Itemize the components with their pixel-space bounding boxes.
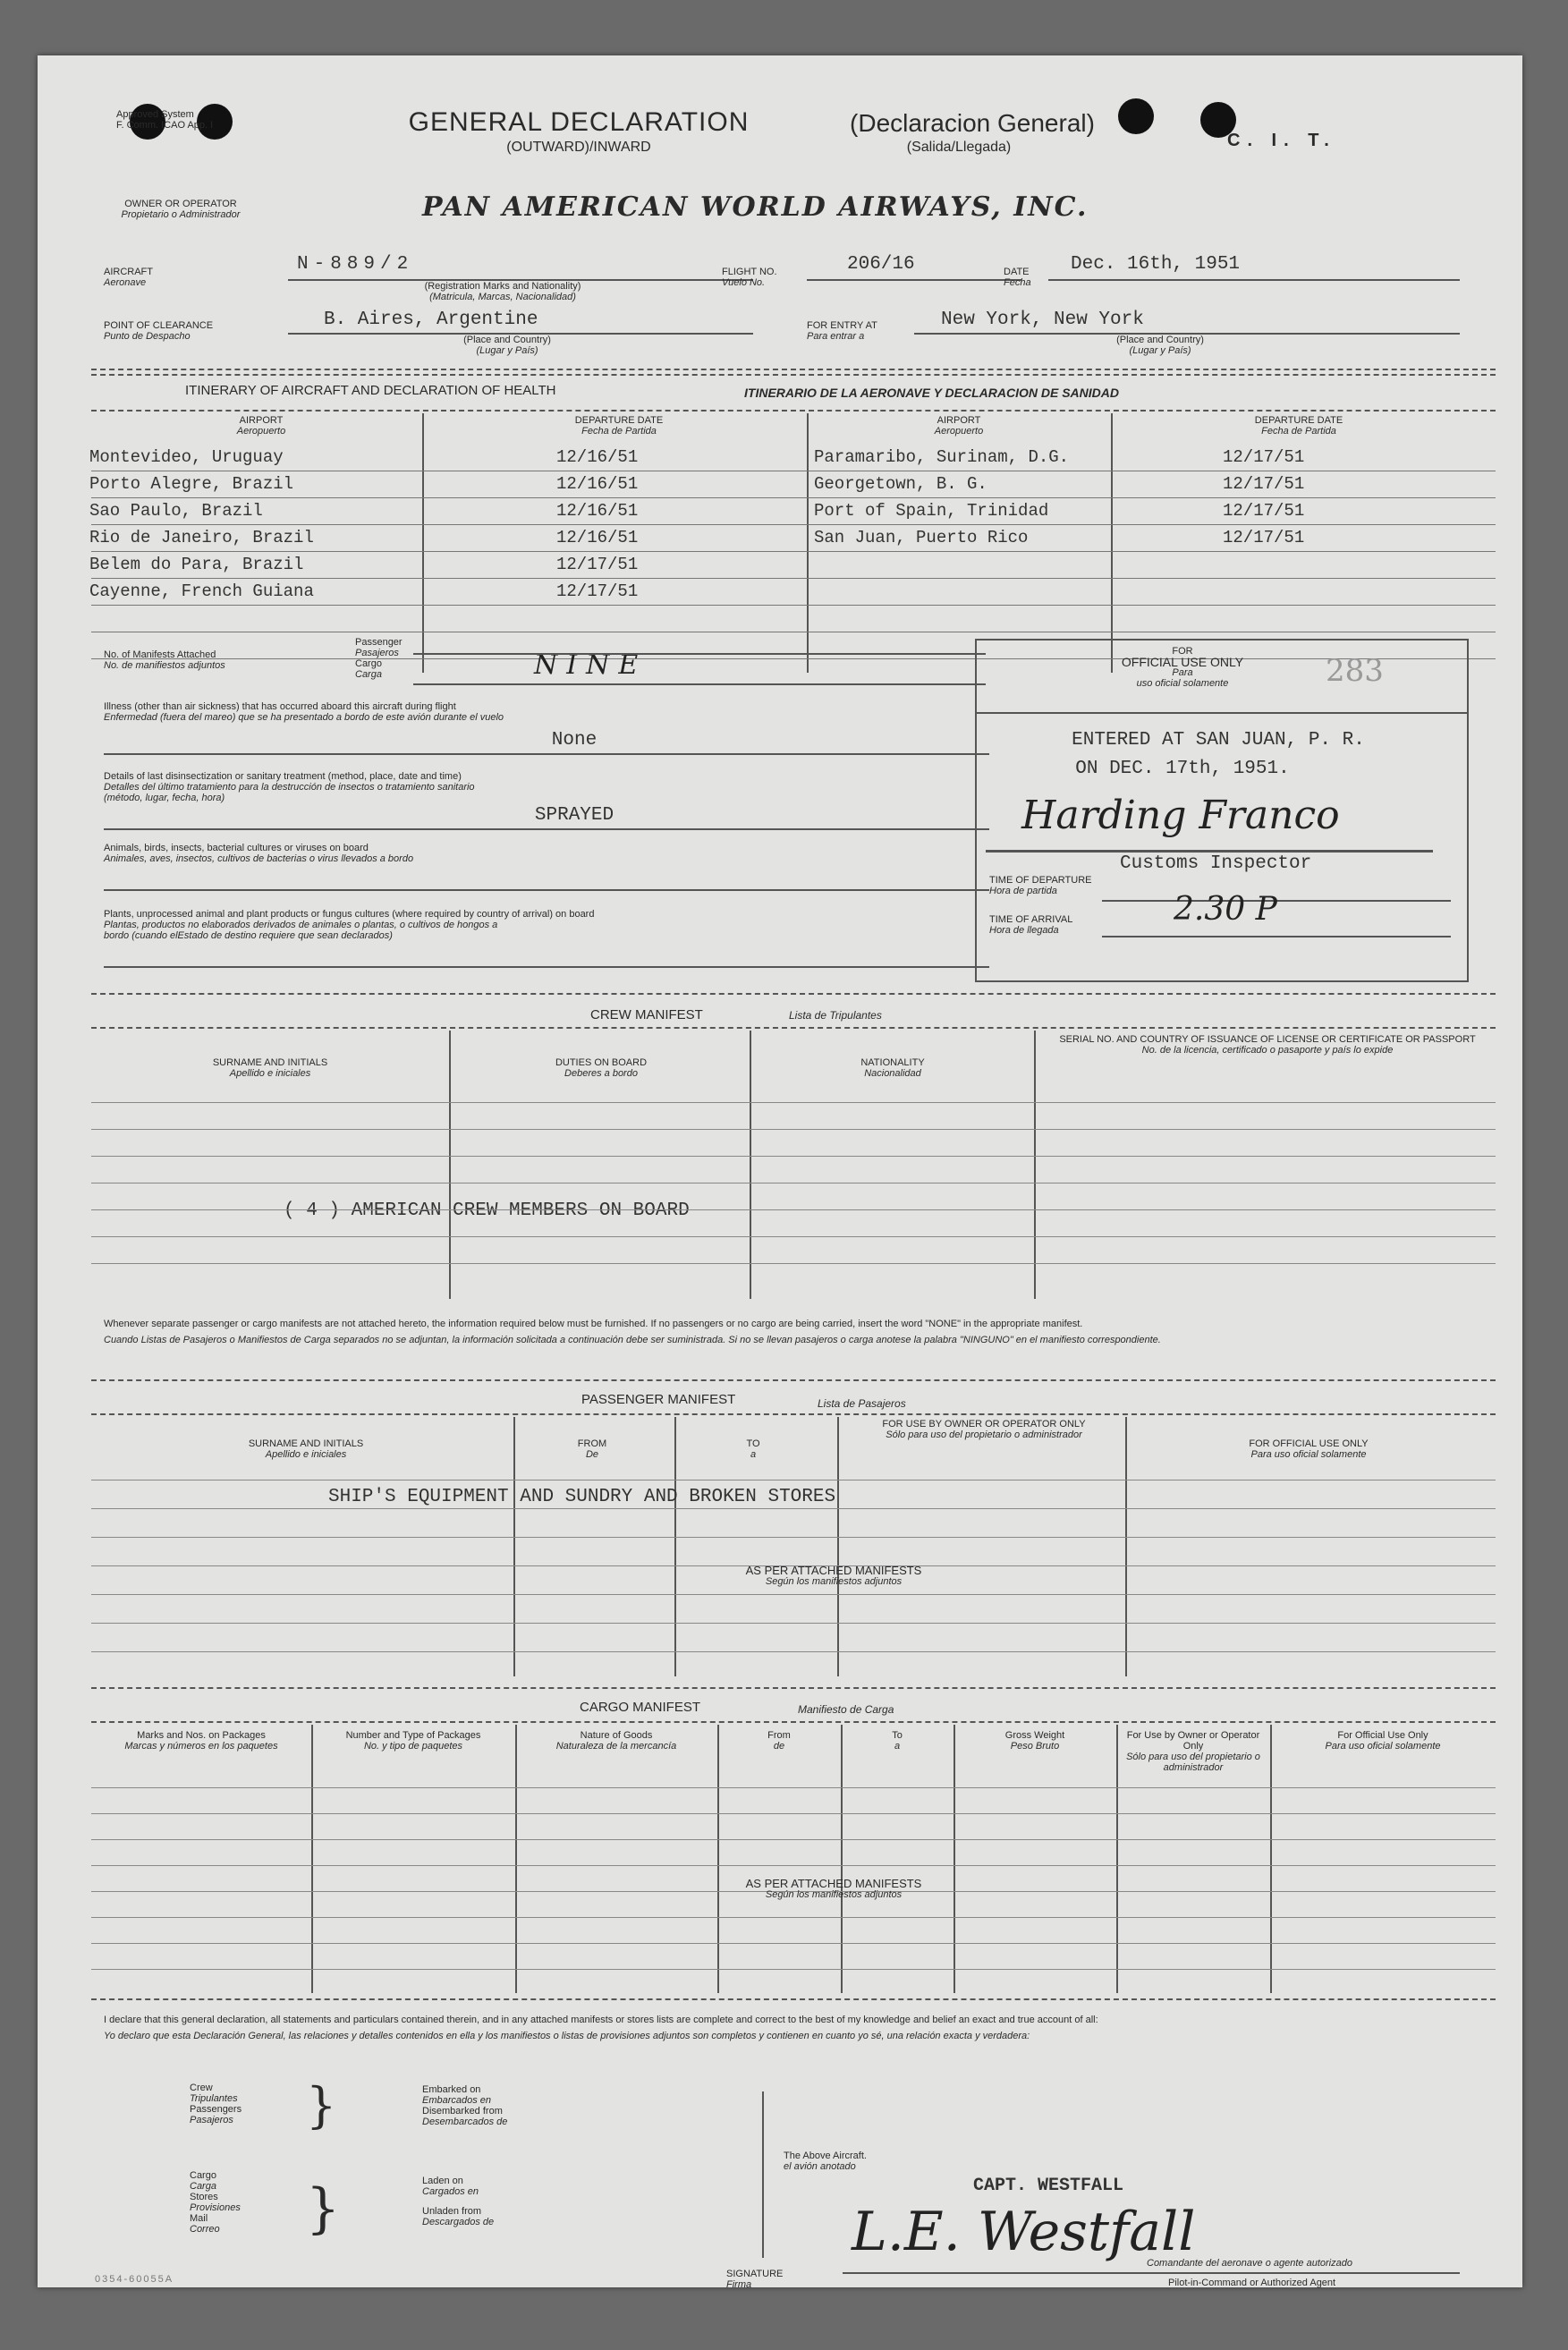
- cargo-col-header-en: Nature of Goods: [580, 1730, 653, 1741]
- rule: [1034, 1031, 1036, 1299]
- embark-labels: Embarked on Embarcados en Disembarked from Desembarcados de: [422, 2084, 508, 2127]
- rule: [91, 1969, 1496, 1970]
- cargo-table: [91, 1725, 1496, 1993]
- itinerary-date: 12/16/51: [556, 474, 639, 494]
- col-from: FROM De: [577, 1438, 607, 1460]
- cargo-col-header: [522, 1730, 710, 1752]
- passenger-heading: PASSENGER MANIFEST: [581, 1392, 736, 1407]
- itinerary-date: 12/17/51: [1223, 501, 1305, 521]
- crew-heading: CREW MANIFEST: [590, 1007, 703, 1022]
- itinerary-airport: Belem do Para, Brazil: [89, 555, 304, 574]
- rule: [91, 1687, 1496, 1689]
- official-number: 283: [1326, 653, 1384, 689]
- cargo-col-header-es: No. y tipo de paquetes: [363, 1741, 463, 1752]
- cargo-col-header-es: Peso Bruto: [1010, 1741, 1060, 1752]
- rule: [986, 850, 1433, 853]
- cargo-attached: [664, 1879, 1004, 1900]
- itinerary-heading: ITINERARY OF AIRCRAFT AND DECLARATION OF HEALTH: [185, 383, 556, 398]
- col-departure: DEPARTURE DATE Fecha de Partida: [1254, 415, 1343, 437]
- rule: [413, 653, 986, 655]
- clearance-label: POINT OF CLEARANCE Punto de Despacho: [104, 320, 214, 342]
- departure-label: TIME OF DEPARTURE Hora de partida: [989, 875, 1092, 896]
- page-title: GENERAL DECLARATION: [408, 107, 750, 137]
- rule: [762, 2091, 764, 2258]
- rule: [91, 1508, 1496, 1509]
- crew-pax-labels: Crew Tripulantes Passengers Pasajeros: [190, 2083, 242, 2125]
- itinerary-airport: Montevideo, Uruguay: [89, 447, 284, 467]
- rule: [422, 413, 424, 673]
- rule: [91, 1998, 1496, 2000]
- itinerary-date: 12/17/51: [1223, 474, 1305, 494]
- col-serial: SERIAL NO. AND COUNTRY OF ISSUANCE OF LICENSE OR CERTIFICATE OR PASSPORT No. de la licencia, certificado o pasaporte y país lo expide: [1059, 1034, 1476, 1056]
- rule: [104, 966, 989, 968]
- commander-label: Pilot-in-Command or Authorized Agent: [1168, 2278, 1336, 2288]
- itinerary-date: 12/17/51: [1223, 528, 1305, 547]
- col-duties: DUTIES ON BOARD Deberes a bordo: [555, 1057, 648, 1079]
- itinerary-date: 12/17/51: [556, 555, 639, 574]
- itinerary-airport: Cayenne, French Guiana: [89, 581, 314, 601]
- owner-value: PAN AMERICAN WORLD AIRWAYS, INC.: [422, 191, 1089, 223]
- rule: [91, 1813, 1496, 1814]
- passenger-attached: AS PER ATTACHED MANIFESTS Según los manifiestos adjuntos: [745, 1564, 922, 1587]
- col-surname: SURNAME AND INITIALS Apellido e iniciales: [212, 1057, 328, 1079]
- itinerary-airport: Port of Spain, Trinidad: [814, 501, 1049, 521]
- approval-note: Approved System F. Comm. ICAO App. I: [116, 109, 214, 131]
- entry-value: New York, New York: [941, 310, 1144, 330]
- rule: [91, 1565, 1496, 1566]
- rule: [1102, 936, 1451, 937]
- brace: }: [306, 2077, 337, 2134]
- declaration-sheet: [38, 55, 1522, 2290]
- crew-table: [91, 1031, 1496, 1299]
- itinerary-airport: San Juan, Puerto Rico: [814, 528, 1029, 547]
- col-official-use: FOR OFFICIAL USE ONLY Para uso oficial solamente: [1249, 1438, 1369, 1460]
- rule: [91, 1623, 1496, 1624]
- declaration-text: I declare that this general declaration, all statements and particulars contained therein, and in any attached manifests or stores lists are complete and correct to the best of my knowledge and belief an exact and true account of all: Yo declaro que esta Declaración General, las relaciones y detalles contenidos en ella y los manifiestos o listas de provisiones adjuntos son completos y contienen en cuanto yo sé, una relación exacta y verdadera:: [104, 2015, 1098, 2041]
- rule: [843, 2272, 1460, 2274]
- rule: [413, 683, 986, 685]
- itinerary-heading-es: ITINERARIO DE LA AERONAVE Y DECLARACION DE SANIDAD: [744, 386, 1119, 400]
- signature-label: SIGNATURE Firma: [726, 2269, 784, 2290]
- cargo-col-header-en: From: [767, 1730, 791, 1741]
- cargo-attached-en: AS PER ATTACHED MANIFESTS: [745, 1877, 922, 1890]
- disinsect-value: SPRAYED: [534, 805, 614, 826]
- arrival-value: 2.30 P: [1174, 891, 1277, 928]
- manifest-types: Passenger Pasajeros Cargo Carga: [355, 637, 403, 680]
- crew-heading-es: Lista de Tripulantes: [789, 1009, 882, 1022]
- rule: [91, 1129, 1496, 1130]
- illness-label: Illness (other than air sickness) that has occurred aboard this aircraft during flight Enfermedad (fuera del mareo) que se ha presentado a bordo de este avión durante el vuelo: [104, 701, 504, 723]
- col-surname: SURNAME AND INITIALS Apellido e iniciales: [248, 1438, 364, 1460]
- rule: [977, 712, 1467, 714]
- itinerary-date: 12/16/51: [556, 501, 639, 521]
- rule: [91, 410, 1496, 411]
- cargo-col-header-en: Gross Weight: [1004, 1730, 1065, 1741]
- manifests-value: NINE: [534, 649, 648, 681]
- rule: [91, 374, 1496, 376]
- cargo-col-header-en: For Use by Owner or Operator Only: [1126, 1730, 1260, 1752]
- cargo-col-header: [1277, 1730, 1488, 1752]
- rule: [91, 1787, 1496, 1788]
- cargo-col-header: [98, 1730, 304, 1752]
- above-aircraft: The Above Aircraft. el avión anotado: [784, 2151, 867, 2172]
- cargo-col-header-es: Marcas y números en los paquetes: [124, 1741, 278, 1752]
- commander-label-es: Comandante del aeronave o agente autorizado: [1147, 2258, 1352, 2269]
- notice: Whenever separate passenger or cargo manifests are not attached hereto, the information required below must be furnished. If no passengers or no cargo are being carried, insert the word "NONE" in the appropriate manifest. Cuando Listas de Pasajeros o Manifiestos de Carga separados no se adjuntan, la información solicitada a continuación debe ser suministrada. Si no se llevan pasajeros o carga anotese la palabra "NINGUNO" en el manifiesto correspondiente.: [104, 1319, 1161, 1345]
- rule: [807, 279, 1021, 281]
- rule: [91, 1156, 1496, 1157]
- rule: [1116, 1725, 1118, 1993]
- rule: [91, 1917, 1496, 1918]
- col-airport: AIRPORT Aeropuerto: [934, 415, 984, 437]
- col-nationality: NATIONALITY Nacionalidad: [860, 1057, 925, 1079]
- date-value: Dec. 16th, 1951: [1071, 254, 1241, 275]
- rule: [91, 1721, 1496, 1723]
- rule: [91, 1236, 1496, 1237]
- aircraft-hint: (Registration Marks and Nationality) (Matricula, Marcas, Nacionalidad): [424, 281, 581, 302]
- cargo-col-header-en: For Official Use Only: [1337, 1730, 1428, 1741]
- rule: [91, 1209, 1496, 1210]
- itinerary-airport: Paramaribo, Surinam, D.G.: [814, 447, 1070, 467]
- cargo-attached-es: Según los manifiestos adjuntos: [765, 1889, 903, 1900]
- rule: [104, 753, 989, 755]
- rule: [91, 524, 1496, 525]
- rule: [1111, 413, 1113, 673]
- rule: [449, 1031, 451, 1299]
- rule: [91, 1413, 1496, 1415]
- rule: [91, 1102, 1496, 1103]
- passenger-table: [91, 1417, 1496, 1676]
- crew-entry: ( 4 ) AMERICAN CREW MEMBERS ON BOARD: [284, 1200, 690, 1221]
- brace: }: [306, 2177, 341, 2240]
- cargo-col-header-es: de: [773, 1741, 785, 1752]
- rule: [841, 1725, 843, 1993]
- itinerary-date: 12/17/51: [1223, 447, 1305, 467]
- animals-label: Animals, birds, insects, bacterial cultures or viruses on board Animales, aves, insectos, cultivos de bacterias o virus llevados a bordo: [104, 843, 414, 864]
- itinerary-date: 12/17/51: [556, 581, 639, 601]
- page-title-sub: (OUTWARD)/INWARD: [506, 140, 651, 155]
- rule: [750, 1031, 751, 1299]
- rule: [311, 1725, 313, 1993]
- inspector-signature: Harding Franco: [1021, 793, 1340, 838]
- col-owner-use: FOR USE BY OWNER OR OPERATOR ONLY Sólo para uso del propietario o administrador: [882, 1419, 1086, 1440]
- col-departure: DEPARTURE DATE Fecha de Partida: [574, 415, 664, 437]
- captain-signature: L.E. Westfall: [852, 2201, 1196, 2263]
- cargo-heading-es: Manifiesto de Carga: [798, 1703, 894, 1716]
- rule: [91, 1594, 1496, 1595]
- disinsect-label: Details of last disinsectization or sanitary treatment (method, place, date and time) Detalles del último tratamiento para la destrucción de insectos o tratamiento sanitario (método, lugar, fecha, hora): [104, 771, 475, 803]
- rule: [91, 497, 1496, 498]
- illness-value: None: [551, 730, 598, 751]
- col-airport: AIRPORT Aeropuerto: [236, 415, 286, 437]
- cargo-col-header: [848, 1730, 946, 1752]
- cargo-col-header: [318, 1730, 508, 1752]
- form-number: 0354-60055A: [95, 2274, 174, 2285]
- entry-label: FOR ENTRY AT Para entrar a: [807, 320, 877, 342]
- aircraft-value: N-889/2: [297, 254, 414, 275]
- plants-label: Plants, unprocessed animal and plant products or fungus cultures (where required by country of arrival) on board Plantas, productos no elaborados derivados de animales o plantas, o cultivos de hongos a bordo (cuando elEstado de destino requiere que sean declarados): [104, 909, 595, 941]
- date-label: DATE Fecha: [1004, 267, 1031, 288]
- cargo-col-header-es: a: [894, 1741, 901, 1752]
- flight-label: FLIGHT NO. Vuelo No.: [722, 267, 777, 288]
- clearance-value: B. Aires, Argentine: [324, 310, 538, 330]
- rule: [91, 1865, 1496, 1866]
- rule: [91, 1537, 1496, 1538]
- rule: [954, 1725, 955, 1993]
- rule: [1048, 279, 1460, 281]
- rule: [91, 993, 1496, 995]
- official-box: [975, 639, 1469, 982]
- rule: [104, 889, 989, 891]
- itinerary-date: 12/16/51: [556, 447, 639, 467]
- cargo-col-header-es: Naturaleza de la mercancía: [555, 1741, 677, 1752]
- cargo-col-header: [961, 1730, 1109, 1752]
- official-label: FOR OFFICIAL USE ONLY Para uso oficial solamente: [1121, 646, 1244, 689]
- passenger-heading-es: Lista de Pasajeros: [818, 1397, 906, 1410]
- page-title-es: (Declaracion General): [850, 109, 1095, 137]
- rule: [91, 578, 1496, 579]
- stamp-line: ON DEC. 17th, 1951.: [1075, 759, 1290, 779]
- rule: [1125, 1417, 1127, 1676]
- rule: [513, 1417, 515, 1676]
- rule: [717, 1725, 719, 1993]
- cargo-col-header-es: Sólo para uso del propietario o administrador: [1126, 1752, 1260, 1773]
- laden-labels: Laden on Cargados en Unladen from Descargados de: [422, 2176, 495, 2227]
- cargo-col-header-en: Number and Type of Packages: [345, 1730, 481, 1741]
- arrival-label: TIME OF ARRIVAL Hora de llegada: [989, 914, 1073, 936]
- rule: [91, 1379, 1496, 1381]
- rule: [91, 551, 1496, 552]
- rule: [1270, 1725, 1272, 1993]
- aircraft-label: AIRCRAFT Aeronave: [104, 267, 153, 288]
- rule: [91, 605, 1496, 606]
- itinerary-date: 12/16/51: [556, 528, 639, 547]
- cargo-col-header: [725, 1730, 834, 1752]
- rule: [515, 1725, 517, 1993]
- cargo-col-header: [1123, 1730, 1263, 1773]
- rule: [91, 1943, 1496, 1944]
- itinerary-airport: Rio de Janeiro, Brazil: [89, 528, 314, 547]
- captain-name: CAPT. WESTFALL: [973, 2176, 1124, 2196]
- cargo-col-header-es: Para uso oficial solamente: [1325, 1741, 1441, 1752]
- passenger-entry: SHIP'S EQUIPMENT AND SUNDRY AND BROKEN STORES: [328, 1487, 836, 1507]
- rule: [674, 1417, 676, 1676]
- cargo-col-header-en: To: [892, 1730, 903, 1741]
- rule: [91, 1839, 1496, 1840]
- form-code: C. I. T.: [1227, 131, 1336, 150]
- entry-hint: (Place and Country) (Lugar y País): [1116, 335, 1204, 356]
- page-title-es-sub: (Salida/Llegada): [906, 140, 1012, 155]
- rule: [104, 828, 989, 830]
- stamp-line: ENTERED AT SAN JUAN, P. R.: [1072, 730, 1365, 751]
- rule: [807, 413, 809, 673]
- cargo-heading: CARGO MANIFEST: [580, 1700, 701, 1715]
- inspector-title: Customs Inspector: [1120, 853, 1312, 874]
- clearance-hint: (Place and Country) (Lugar y País): [463, 335, 551, 356]
- rule: [91, 1027, 1496, 1029]
- itinerary-airport: Porto Alegre, Brazil: [89, 474, 294, 494]
- rule: [91, 1651, 1496, 1652]
- itinerary-airport: Sao Paulo, Brazil: [89, 501, 263, 521]
- itinerary-airport: Georgetown, B. G.: [814, 474, 987, 494]
- flight-value: 206/16: [847, 254, 915, 275]
- col-to: TO a: [746, 1438, 760, 1460]
- manifests-label: No. of Manifests Attached No. de manifiestos adjuntos: [104, 649, 225, 671]
- owner-label: OWNER OR OPERATOR Propietario o Administrador: [121, 199, 241, 220]
- rule: [91, 369, 1496, 370]
- rule: [837, 1417, 839, 1676]
- rule: [91, 1263, 1496, 1264]
- cargo-stores-labels: Cargo Carga Stores Provisiones Mail Correo: [190, 2170, 241, 2235]
- cargo-col-header-en: Marks and Nos. on Packages: [137, 1730, 266, 1741]
